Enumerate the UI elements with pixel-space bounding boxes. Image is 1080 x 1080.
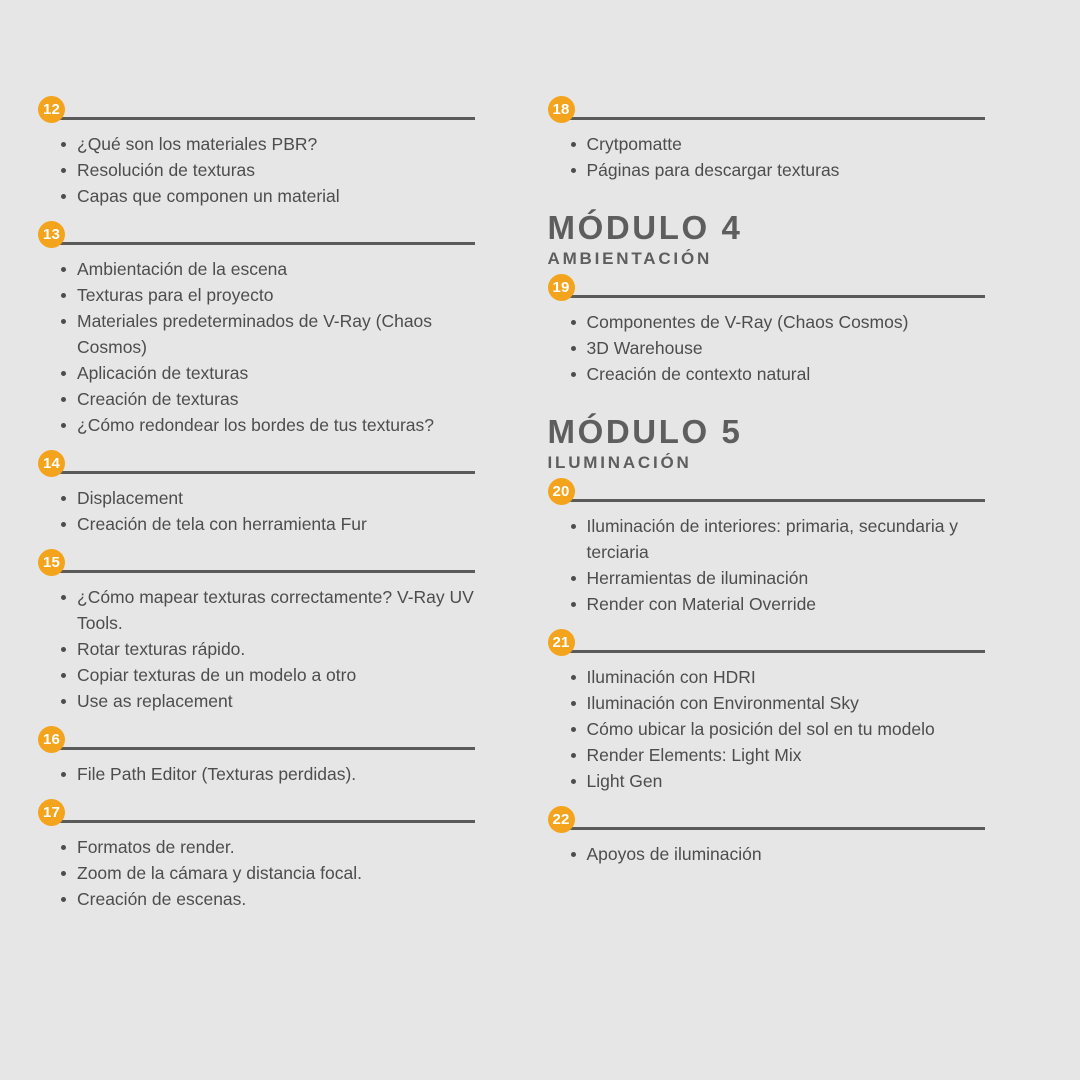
right-column	[548, 96, 1003, 1080]
section-item-list	[548, 664, 1003, 794]
list-item: Zoom de la cámara y distancia focal.	[54, 860, 493, 886]
section-divider	[51, 471, 475, 474]
section-number-badge: 17	[38, 799, 65, 826]
section-header	[38, 549, 493, 575]
section-number-badge: 21	[548, 629, 575, 656]
section-20	[548, 478, 1003, 617]
section-13	[38, 221, 493, 438]
list-item: Iluminación con Environmental Sky	[564, 690, 1003, 716]
section-item-list	[38, 485, 493, 537]
list-item: Aplicación de texturas	[54, 360, 493, 386]
list-item: Render Elements: Light Mix	[564, 742, 1003, 768]
section-header	[38, 450, 493, 476]
list-item: Creación de contexto natural	[564, 361, 1003, 387]
section-divider	[561, 650, 985, 653]
list-item: Light Gen	[564, 768, 1003, 794]
section-divider	[561, 827, 985, 830]
section-number-badge: 18	[548, 96, 575, 123]
section-header	[38, 726, 493, 752]
list-item: Apoyos de iluminación	[564, 841, 1003, 867]
section-header	[38, 799, 493, 825]
list-item: Herramientas de iluminación	[564, 565, 1003, 591]
list-item: ¿Cómo mapear texturas correctamente? V-Ray UV Tools.	[54, 584, 493, 636]
list-item: Ambientación de la escena	[54, 256, 493, 282]
list-item: Formatos de render.	[54, 834, 493, 860]
section-header	[38, 96, 493, 122]
list-item: Displacement	[54, 485, 493, 511]
section-14	[38, 450, 493, 537]
section-15	[38, 549, 493, 714]
list-item: Texturas para el proyecto	[54, 282, 493, 308]
section-number-badge: 20	[548, 478, 575, 505]
section-item-list	[38, 834, 493, 912]
section-number-badge: 14	[38, 450, 65, 477]
section-number-badge: 22	[548, 806, 575, 833]
list-item: Creación de tela con herramienta Fur	[54, 511, 493, 537]
section-divider	[51, 570, 475, 573]
section-22	[548, 806, 1003, 867]
section-divider	[561, 499, 985, 502]
section-number-badge: 19	[548, 274, 575, 301]
section-item-list	[38, 761, 493, 787]
left-column	[38, 96, 493, 1080]
section-item-list	[548, 513, 1003, 617]
list-item: ¿Cómo redondear los bordes de tus texturas?	[54, 412, 493, 438]
section-17	[38, 799, 493, 912]
section-divider	[51, 820, 475, 823]
module-heading-4	[548, 209, 1003, 270]
list-item: File Path Editor (Texturas perdidas).	[54, 761, 493, 787]
section-18	[548, 96, 1003, 183]
list-item: Cómo ubicar la posición del sol en tu modelo	[564, 716, 1003, 742]
section-divider	[561, 295, 985, 298]
list-item: Componentes de V-Ray (Chaos Cosmos)	[564, 309, 1003, 335]
module-subtitle: AMBIENTACIÓN	[547, 249, 713, 268]
list-item: Render con Material Override	[564, 591, 1003, 617]
section-item-list	[38, 256, 493, 438]
section-header	[548, 96, 1003, 122]
section-number-badge: 16	[38, 726, 65, 753]
module-title: MÓDULO 4	[547, 209, 743, 246]
section-header	[548, 274, 1003, 300]
list-item: Copiar texturas de un modelo a otro	[54, 662, 493, 688]
list-item: Páginas para descargar texturas	[564, 157, 1003, 183]
section-item-list	[548, 309, 1003, 387]
list-item: Materiales predeterminados de V-Ray (Chaos Cosmos)	[54, 308, 493, 360]
section-header	[548, 478, 1003, 504]
section-number-badge: 15	[38, 549, 65, 576]
section-item-list	[38, 131, 493, 209]
section-item-list	[548, 131, 1003, 183]
section-19	[548, 274, 1003, 387]
list-item: Crytpomatte	[564, 131, 1003, 157]
list-item: Iluminación de interiores: primaria, secundaria y terciaria	[564, 513, 1003, 565]
section-header	[38, 221, 493, 247]
section-number-badge: 12	[38, 96, 65, 123]
section-number-badge: 13	[38, 221, 65, 248]
list-item: Capas que componen un material	[54, 183, 493, 209]
list-item: 3D Warehouse	[564, 335, 1003, 361]
list-item: Iluminación con HDRI	[564, 664, 1003, 690]
list-item: ¿Qué son los materiales PBR?	[54, 131, 493, 157]
module-subtitle: ILUMINACIÓN	[547, 453, 692, 472]
list-item: Rotar texturas rápido.	[54, 636, 493, 662]
list-item: Resolución de texturas	[54, 157, 493, 183]
section-item-list	[548, 841, 1003, 867]
section-16	[38, 726, 493, 787]
section-divider	[51, 117, 475, 120]
section-divider	[51, 747, 475, 750]
module-heading-5	[548, 413, 1003, 474]
list-item: Use as replacement	[54, 688, 493, 714]
list-item: Creación de escenas.	[54, 886, 493, 912]
section-item-list	[38, 584, 493, 714]
section-divider	[561, 117, 985, 120]
list-item: Creación de texturas	[54, 386, 493, 412]
section-21	[548, 629, 1003, 794]
module-title: MÓDULO 5	[547, 413, 743, 450]
section-header	[548, 629, 1003, 655]
section-divider	[51, 242, 475, 245]
section-header	[548, 806, 1003, 832]
section-12	[38, 96, 493, 209]
